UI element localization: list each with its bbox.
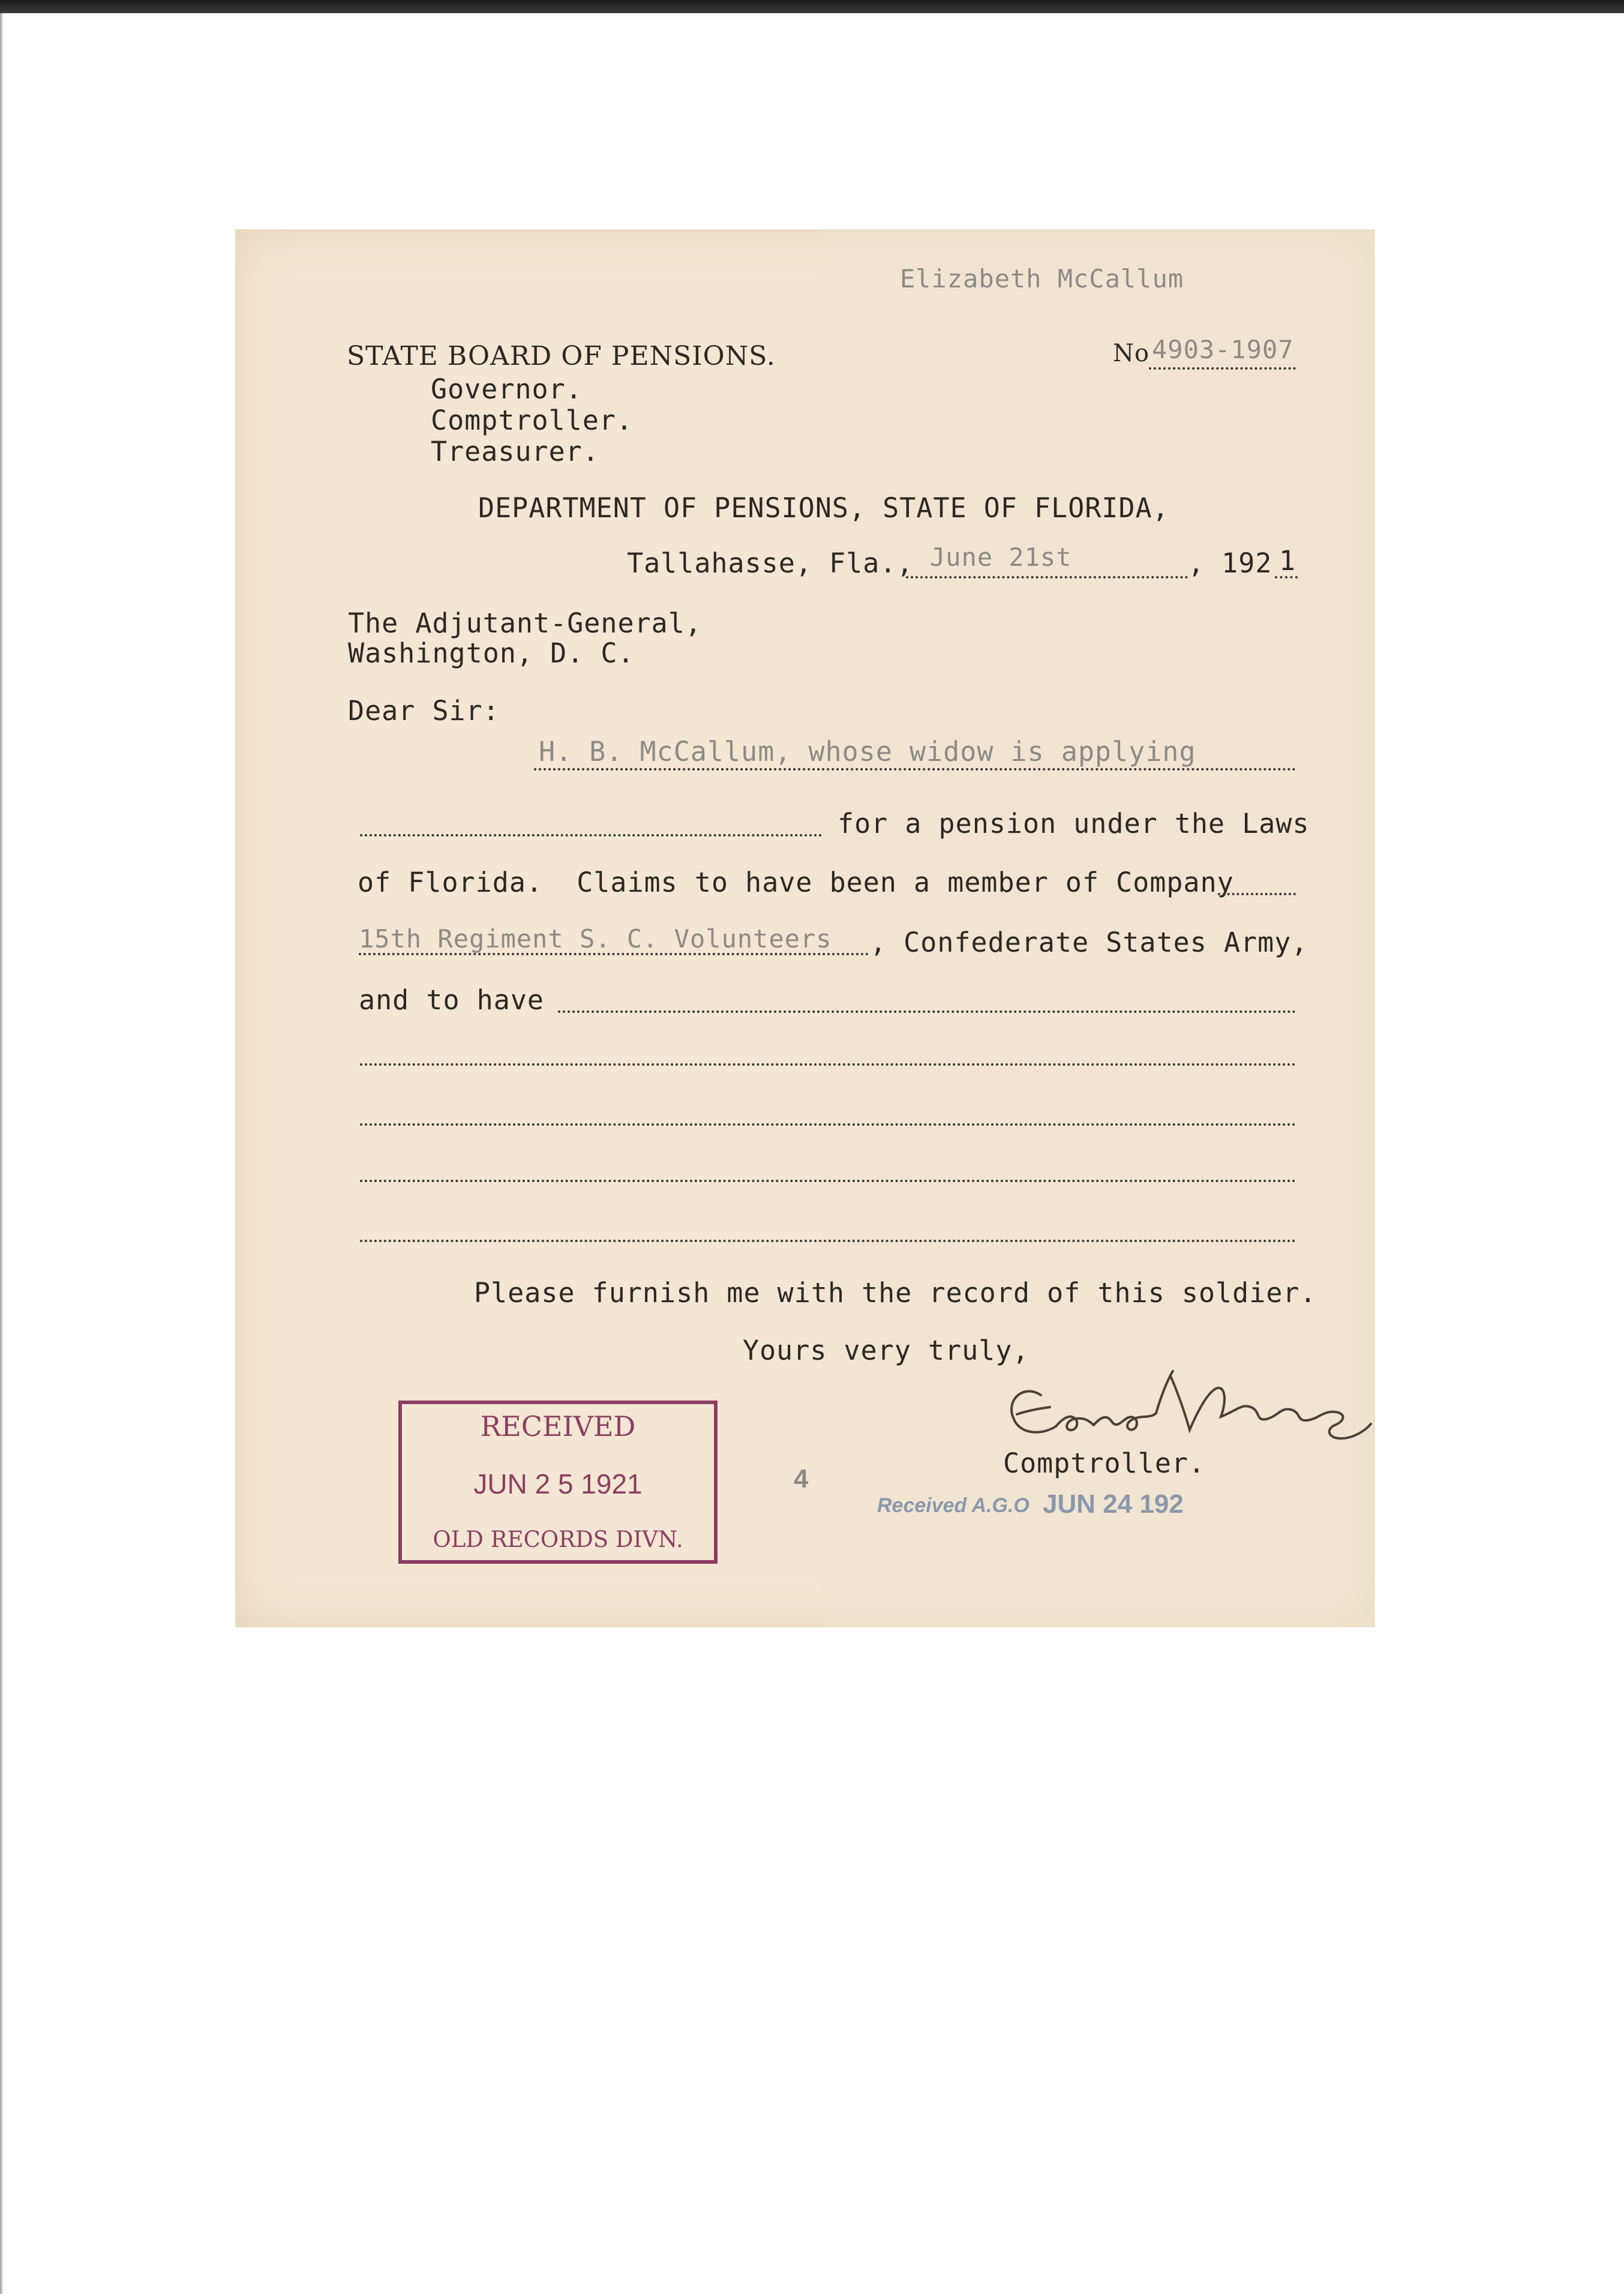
dateline-year-prefix: , 192 (1188, 547, 1272, 579)
blank-rule-1 (360, 834, 822, 836)
scan-border-top (0, 0, 1624, 13)
dateline-day-rule (906, 576, 1188, 578)
blank-rule-4 (360, 1123, 1296, 1126)
regiment-rule (359, 953, 869, 955)
regiment: 15th Regiment S. C. Volunteers (359, 924, 832, 953)
blank-rule-5 (360, 1180, 1296, 1182)
blank-rule-3 (360, 1063, 1296, 1066)
dateline-place: Tallahasse, Fla., (627, 547, 914, 579)
board-member-treasurer: Treasurer. (431, 436, 599, 467)
addressee-line2: Washington, D. C. (348, 637, 635, 669)
board-member-comptroller: Comptroller. (431, 404, 634, 436)
scan-border-left (0, 13, 4, 2294)
soldier-rule (534, 768, 1296, 770)
soldier-name-line: H. B. McCallum, whose widow is applying (539, 736, 1196, 767)
salutation: Dear Sir: (348, 695, 500, 727)
received-stamp-date: JUN 2 5 1921 (473, 1468, 643, 1500)
body-line2: for a pension under the Laws (837, 808, 1310, 839)
company-rule (1218, 893, 1296, 895)
signature (999, 1359, 1383, 1461)
number-rule (1149, 367, 1296, 370)
received-stamp-line1: RECEIVED (480, 1410, 636, 1443)
board-title: STATE BOARD OF PENSIONS. (347, 341, 776, 371)
board-member-governor: Governor. (431, 373, 583, 405)
blank-rule-6 (360, 1240, 1296, 1242)
signer-title: Comptroller. (1003, 1447, 1206, 1479)
number-prefix: No (1113, 340, 1150, 367)
ago-stamp-date: JUN 24 192 (1043, 1489, 1184, 1519)
closing: Yours very truly, (743, 1335, 1029, 1366)
applicant-name: Elizabeth McCallum (900, 264, 1184, 293)
addressee-line1: The Adjutant-General, (348, 607, 702, 639)
department-heading: DEPARTMENT OF PENSIONS, STATE OF FLORIDA, (478, 492, 1169, 524)
received-stamp-division: OLD RECORDS DIVN. (433, 1527, 683, 1552)
ago-stamp-label: Received A.G.O (877, 1494, 1029, 1517)
blank-rule-2 (558, 1010, 1296, 1013)
number-value: 4903-1907 (1152, 335, 1294, 364)
dateline-year-rule (1275, 576, 1298, 578)
body-line3: of Florida. Claims to have been a member of Company (358, 866, 1234, 898)
page-mark: 4 (794, 1464, 809, 1494)
dateline-day: June 21st (930, 542, 1072, 572)
dateline-year-digit: 1 (1279, 545, 1296, 577)
request-line: Please furnish me with the record of this soldier. (474, 1277, 1317, 1309)
body-line5: and to have (359, 984, 545, 1016)
body-line4: , Confederate States Army, (870, 926, 1308, 958)
